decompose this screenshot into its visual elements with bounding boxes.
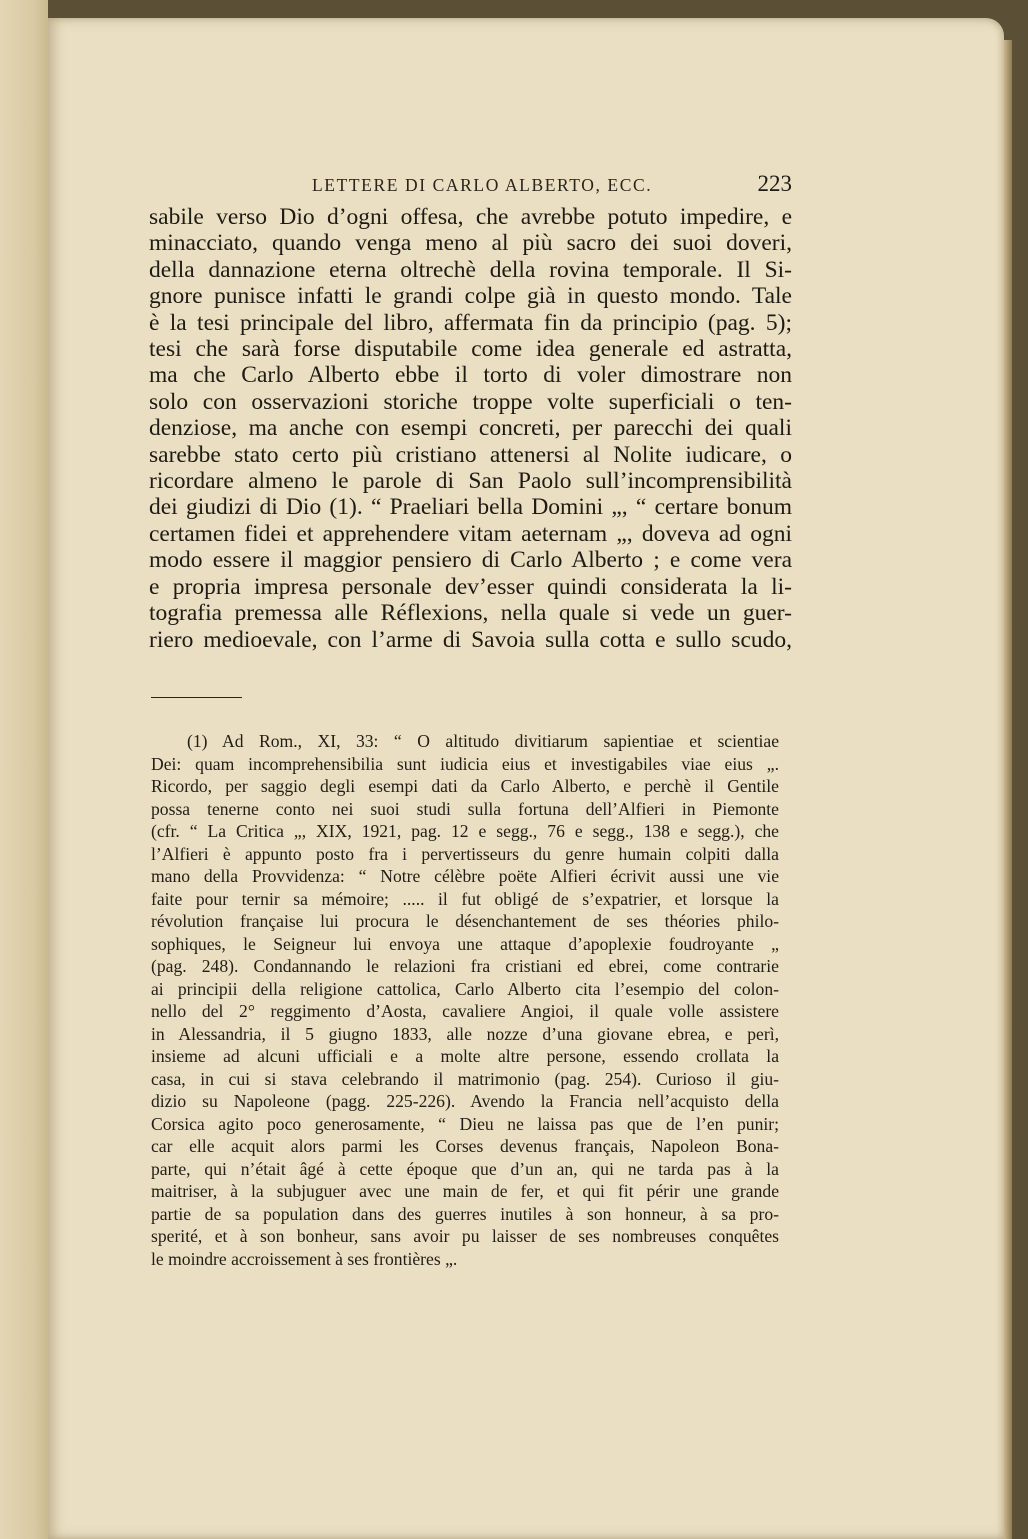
footnote-line: Corsica agito poco generosamente, “ Dieu ne laissa pas que de l’en punir; bbox=[151, 1113, 779, 1134]
footnote-line: le moindre accroissement à ses frontières „. bbox=[151, 1248, 458, 1269]
text-line: ma che Carlo Alberto ebbe il torto di voler dimostrare non bbox=[149, 362, 792, 389]
footnote-line: insieme ad alcuni ufficiali e a molte altre persone, essendo crollata la bbox=[151, 1046, 779, 1066]
text-line: sabile verso Dio d’ogni offesa, che avrebbe potuto impedire, e bbox=[149, 204, 792, 230]
text-line: modo essere il maggior pensiero di Carlo Alberto ; e come vera bbox=[149, 547, 792, 574]
footnote-line: révolution française lui procura le désenchantement de ses théories philo- bbox=[151, 911, 779, 931]
footnote-line: nello del 2° reggimento d’Aosta, cavaliere Angioi, il quale volle assistere bbox=[151, 1001, 779, 1021]
footnote-line: parte, qui n’était âgé à cette époque que d’un an, qui ne tarda pas à la bbox=[151, 1158, 779, 1179]
footnote-line: maitriser, à la subjuguer avec une main de fer, et qui fit périr une grande bbox=[151, 1181, 779, 1201]
footnote-line: l’Alfieri è appunto posto fra i pervertisseurs du genre humain colpiti dalla bbox=[151, 843, 779, 864]
footnote-line: in Alessandria, il 5 giugno 1833, alle nozze d’una giovane ebrea, e perì, bbox=[151, 1023, 779, 1044]
footnote-line: dizio su Napoleone (pagg. 225-226). Avendo la Francia nell’acquisto della bbox=[151, 1091, 779, 1111]
text-line: minacciato, quando venga meno al più sacro dei suoi doveri, bbox=[149, 230, 792, 257]
footnote-line: mano della Provvidenza: “ Notre célèbre poëte Alfieri écrivit aussi une vie bbox=[151, 866, 779, 886]
footnote-line: possa tenerne conto nei suoi studi sulla fortuna dell’Alfieri in Piemonte bbox=[151, 798, 779, 819]
text-line: gnore punisce infatti le grandi colpe già in questo mondo. Tale bbox=[149, 283, 792, 310]
footnote-line: car elle acquit alors parmi les Corses devenus français, Napoleon Bona- bbox=[151, 1136, 779, 1156]
footnote-line: (pag. 248). Condannando le relazioni fra cristiani ed ebrei, come contrarie bbox=[151, 956, 779, 976]
text-line: e propria impresa personale dev’esser quindi considerata la li- bbox=[149, 573, 792, 600]
footnote-line: sophiques, le Seigneur lui envoya une attaque d’apoplexie foudroyante „ bbox=[151, 933, 779, 954]
text-line: solo con osservazioni storiche troppe volte superficiali o ten- bbox=[149, 388, 792, 415]
book-binding-strip bbox=[0, 0, 48, 1539]
main-text bbox=[149, 204, 792, 653]
page-number: 223 bbox=[757, 171, 792, 196]
text-line: certamen fidei et apprehendere vitam aeternam „, doveva ad ogni bbox=[149, 520, 792, 547]
text-line: tesi che sarà forse disputabile come idea generale ed astratta, bbox=[149, 336, 792, 363]
text-line: riero medioevale, con l’arme di Savoia sulla cotta e sullo scudo, bbox=[149, 626, 792, 653]
text-line: tografia premessa alle Réflexions, nella quale si vede un guer- bbox=[149, 600, 792, 627]
footnotes bbox=[151, 730, 779, 1270]
text-line: dei giudizi di Dio (1). “ Praeliari bella Domini „, “ certare bonum bbox=[149, 494, 792, 521]
footnote-line: ai principii della religione cattolica, Carlo Alberto cita l’esempio del colon- bbox=[151, 978, 779, 999]
text-line: della dannazione eterna oltrechè della rovina temporale. Il Si- bbox=[149, 256, 792, 283]
footnote-line: (1) Ad Rom., XI, 33: “ O altitudo divitiarum sapientiae et scientiae bbox=[187, 731, 779, 751]
footnote-divider bbox=[151, 697, 242, 698]
running-head bbox=[149, 171, 792, 199]
text-line: ricordare almeno le parole di San Paolo sull’incomprensibilità bbox=[149, 468, 792, 495]
running-head-title: LETTERE DI CARLO ALBERTO, ECC. bbox=[312, 175, 653, 195]
footnote-line: Dei: quam incomprehensibilia sunt iudicia eius et investigabiles viae eius „. bbox=[151, 753, 779, 774]
footnote-line: faite pour ternir sa mémoire; ..... il fut obligé de s’expatrier, et lorsque la bbox=[151, 888, 779, 909]
footnote-line: Ricordo, per saggio degli esempi dati da Carlo Alberto, e perchè il Gentile bbox=[151, 776, 779, 796]
page-edge bbox=[1004, 40, 1012, 1539]
footnote-line: sperité, et à son bonheur, sans avoir pu laisser de ses nombreuses conquêtes bbox=[151, 1226, 779, 1246]
text-line: è la tesi principale del libro, affermata fin da principio (pag. 5); bbox=[149, 309, 792, 336]
footnote-line: partie de sa population dans des guerres inutiles à son honneur, à sa pro- bbox=[151, 1203, 779, 1224]
footnote-line: casa, in cui si stava celebrando il matrimonio (pag. 254). Curioso il giu- bbox=[151, 1068, 779, 1089]
text-line: sarebbe stato certo più cristiano attenersi al Nolite iudicare, o bbox=[149, 441, 792, 468]
footnote-line: (cfr. “ La Critica „, XIX, 1921, pag. 12 e segg., 76 e segg., 138 e segg.), che bbox=[151, 821, 779, 841]
text-line: denziose, ma anche con esempi concreti, per parecchi dei quali bbox=[149, 415, 792, 442]
